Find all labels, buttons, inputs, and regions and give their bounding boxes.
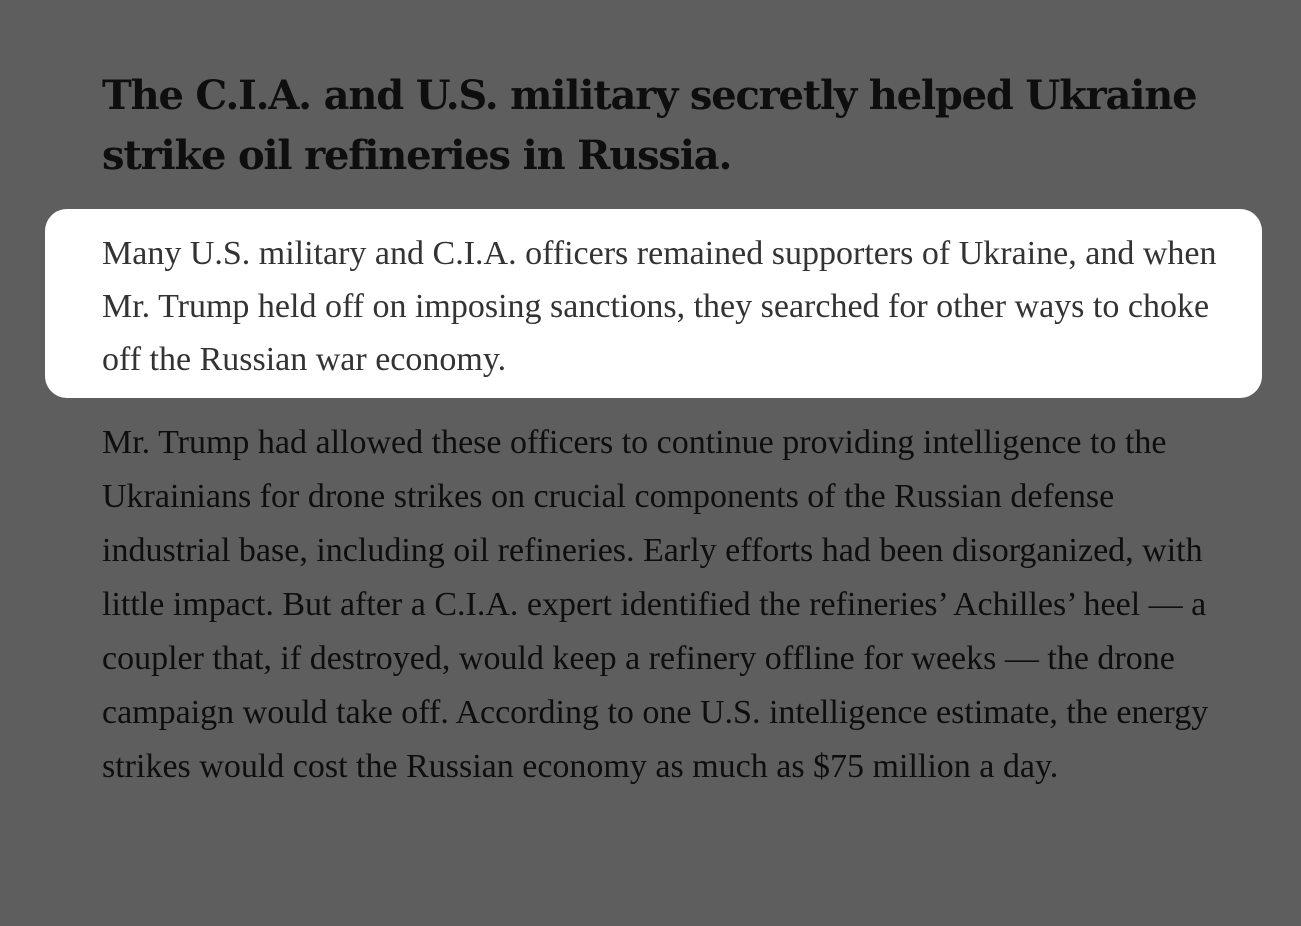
highlighted-paragraph: Many U.S. military and C.I.A. officers remained supporters of Ukraine, and when Mr. Trump held off on imposing sanctions, they searched for other ways to choke off the Russian war economy.: [102, 235, 1217, 378]
article-headline: The C.I.A. and U.S. military secretly helped Ukraine strike oil refineries in Russia.: [102, 72, 1197, 179]
highlighted-paragraph-box: [45, 209, 1262, 398]
article-body-paragraph: Mr. Trump had allowed these officers to continue providing intelligence to the Ukrainians for drone strikes on crucial components of the Russian defense industrial base, including oil refineries. Early efforts had been disorganized, with little impact. But after a C.I.A. expert identified the refineries’ Achilles’ heel — a coupler that, if destroyed, would keep a refinery offline for weeks — the drone campaign would take off. According to one U.S. intelligence estimate, the energy strikes would cost the Russian economy as much as $75 million a day.: [102, 424, 1209, 785]
